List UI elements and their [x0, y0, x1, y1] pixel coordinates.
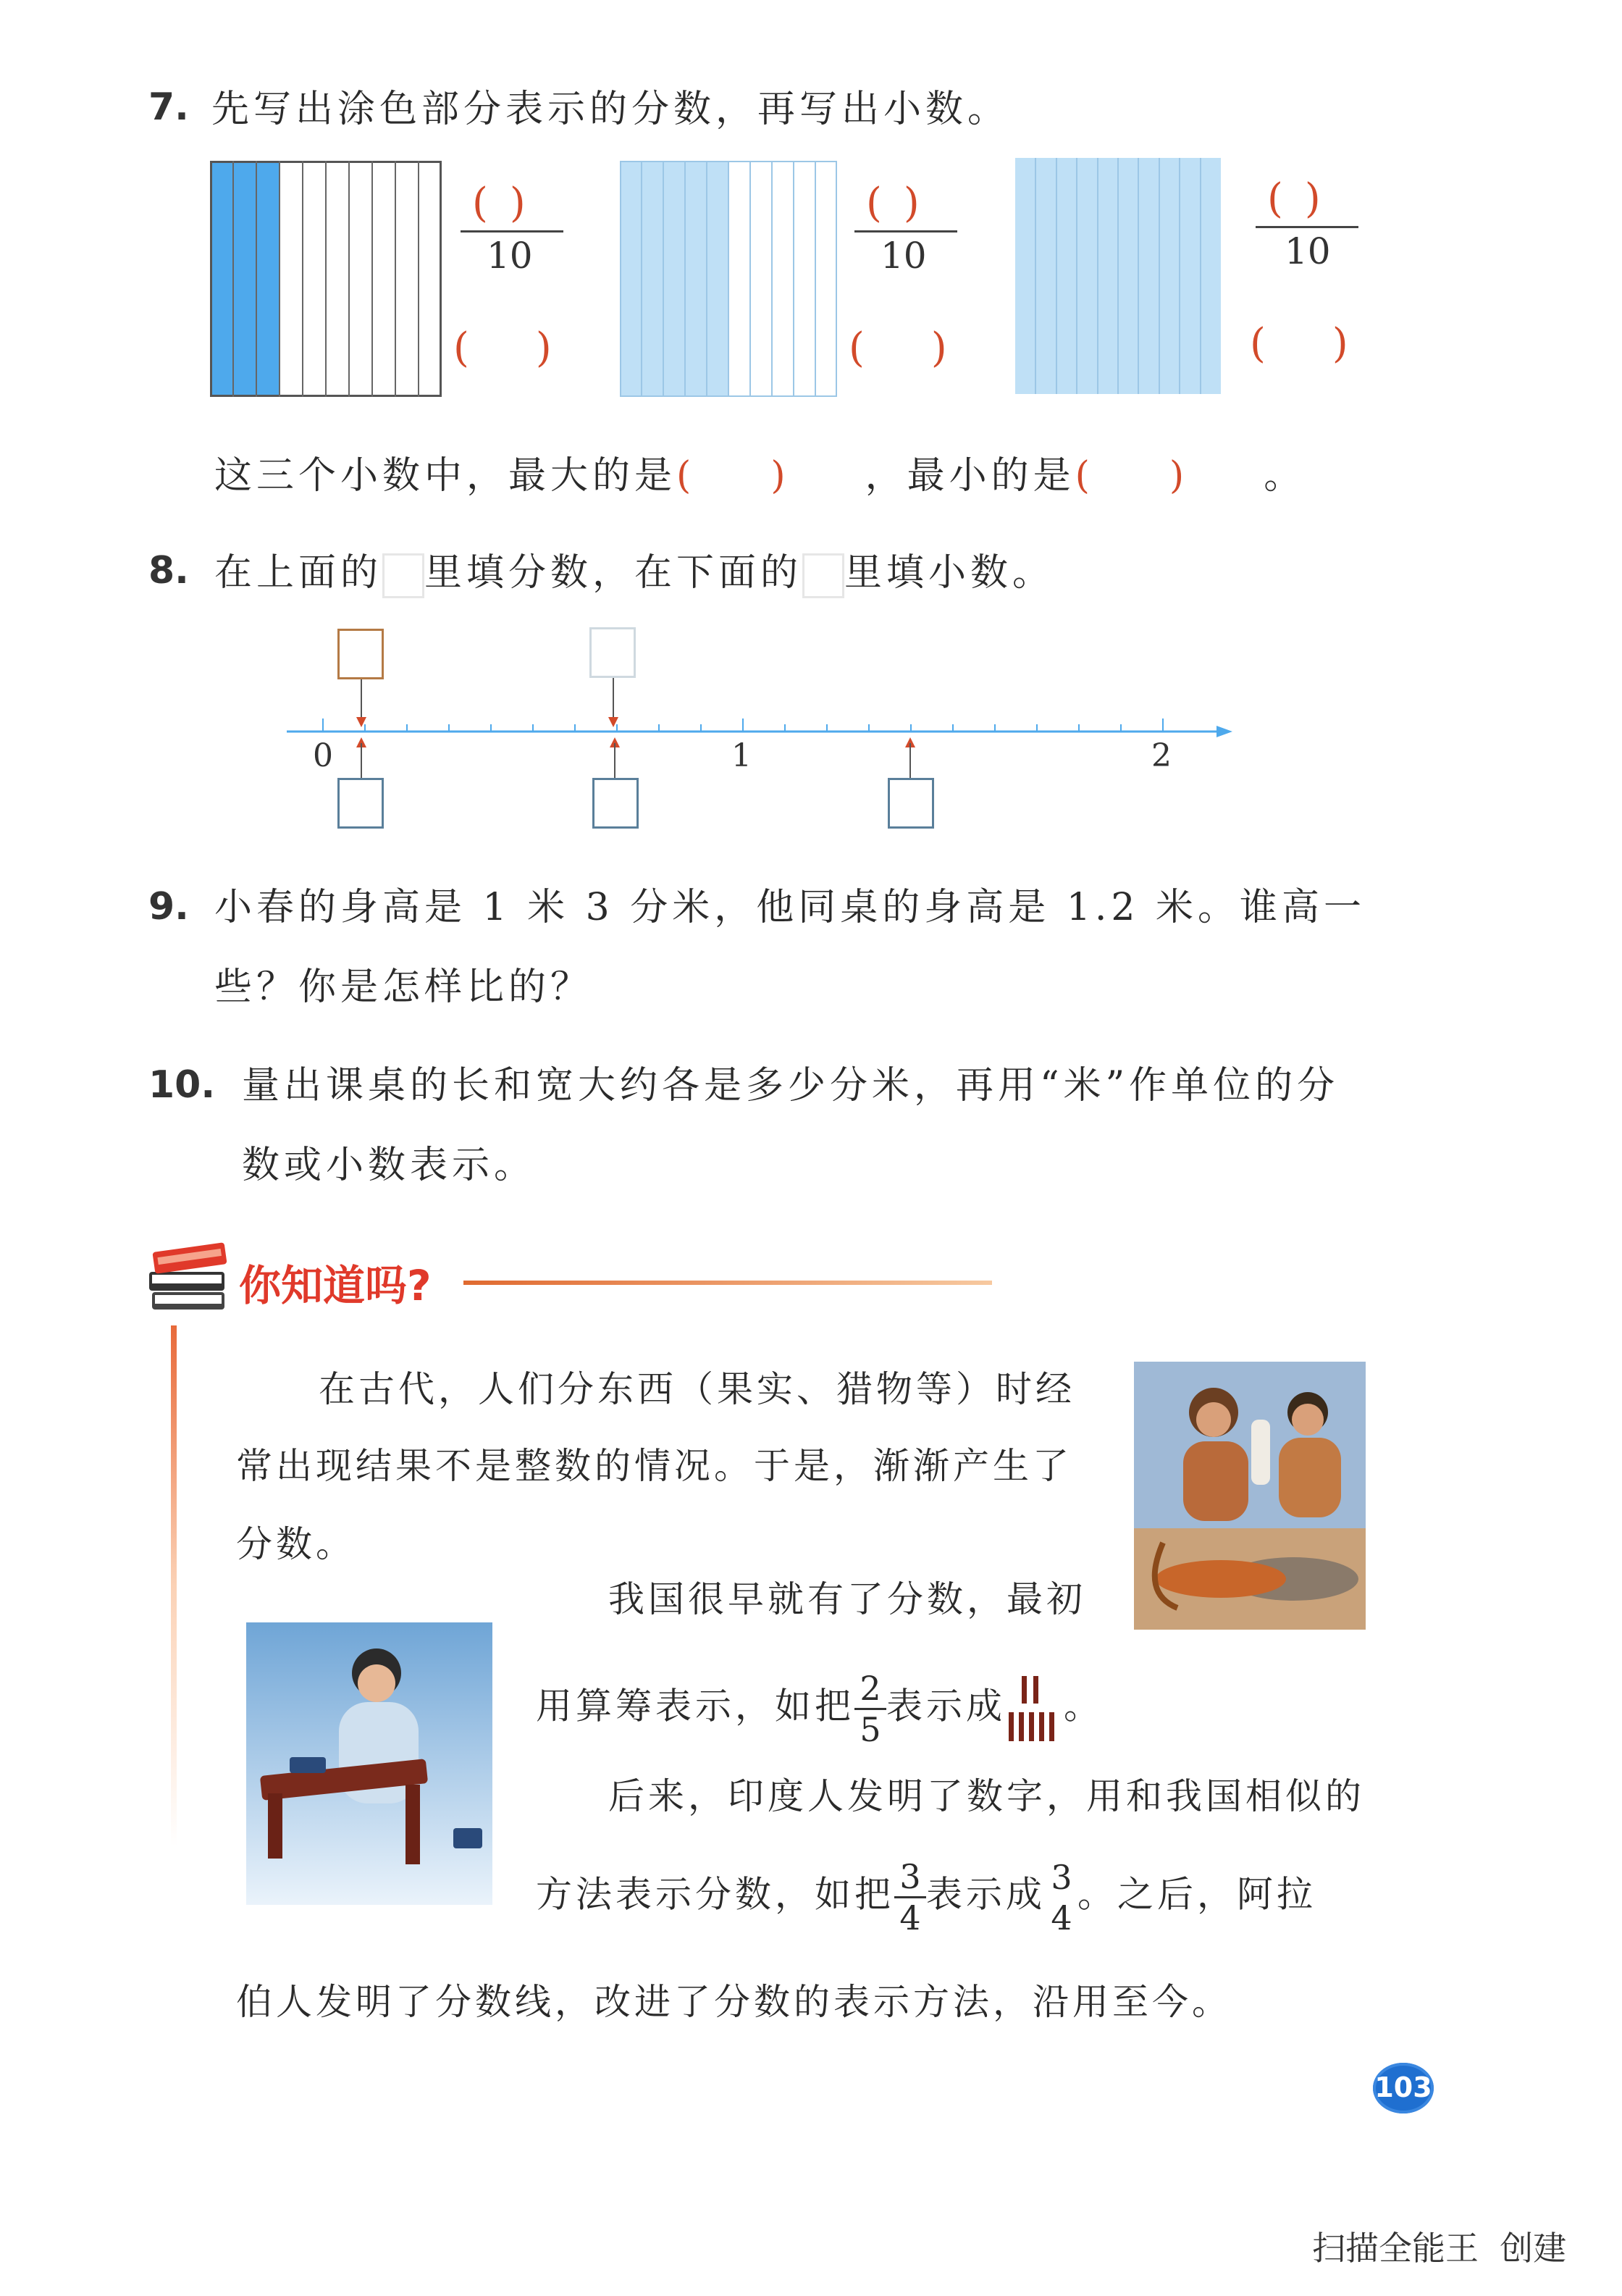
- know-p1-line1: 在古代，人们分东西（果实、猎物等）时经: [319, 1368, 1075, 1410]
- know-p1-line2: 常出现结果不是整数的情况。于是，渐渐产生了: [236, 1445, 1072, 1487]
- q9-number: 9.: [148, 885, 189, 929]
- number-line: [282, 695, 1238, 782]
- q7-g2-denominator: 10: [881, 235, 927, 277]
- indian-fraction-three-over-four: 3 4: [1051, 1857, 1072, 1937]
- know-title-line: [463, 1281, 992, 1285]
- q7-g1-fraction-bar: [461, 230, 563, 232]
- q7-g3-numerator-blank[interactable]: (): [1267, 175, 1342, 222]
- q9-line-1: 小春的身高是 1 米 3 分米，他同桌的身高是 1.2 米。谁高一: [214, 886, 1366, 929]
- q7-summary: 这三个小数中，最大的是()，最小的是()。: [214, 454, 1306, 498]
- counting-rods-icon: [1006, 1673, 1064, 1746]
- nl-bottom-arrow-2: [604, 736, 626, 779]
- q7-grid-2: [620, 161, 837, 397]
- q9-line-2: 些？你是怎样比的？: [214, 965, 593, 1009]
- q8-number: 8.: [148, 549, 189, 592]
- nl-top-box-2[interactable]: [589, 627, 636, 678]
- q10-line-1: 量出课桌的长和宽大约各是多少分米，再用“米”作单位的分: [242, 1064, 1340, 1107]
- know-p2-line2: 用算筹表示，如把 $\frac{2}{5}$ 表示成 。: [536, 1669, 1104, 1749]
- q7-g1-decimal-blank[interactable]: (): [453, 324, 618, 372]
- nl-bottom-box-3[interactable]: [888, 778, 934, 829]
- q10-line-2: 数或小数表示。: [242, 1144, 537, 1187]
- q7-g2-numerator-blank[interactable]: (): [866, 180, 941, 227]
- nl-top-arrow-1: [350, 679, 372, 730]
- q7-g3-fraction-bar: [1256, 226, 1358, 228]
- grid1-shaded: [210, 161, 280, 397]
- sample-upper-box: [382, 553, 424, 598]
- q8-instruction: 在上面的 里填分数，在下面的 里填小数。: [214, 542, 1054, 598]
- q10-number: 10.: [148, 1063, 216, 1107]
- q7-instruction: 先写出涂色部分表示的分数，再写出小数。: [211, 88, 1010, 131]
- q7-grid-1: [210, 161, 442, 397]
- nl-label-0: 0: [313, 737, 333, 774]
- q7-g1-denominator: 10: [487, 235, 533, 277]
- q7-max-blank[interactable]: (): [676, 454, 865, 498]
- q7-g1-numerator-blank[interactable]: (): [472, 180, 547, 227]
- nl-bottom-arrow-1: [350, 736, 372, 779]
- know-p1-line3: 分数。: [236, 1523, 356, 1565]
- fraction-three-quarters: $\frac{3}{4}$: [894, 1860, 926, 1935]
- ancient-people-sharing-illustration: [1134, 1362, 1366, 1630]
- know-p3-line1: 后来，印度人发明了数字，用和我国相似的: [608, 1775, 1365, 1817]
- nl-top-arrow-2: [602, 678, 624, 730]
- page-number: 103: [1374, 2071, 1432, 2103]
- q7-grid-3: [1015, 158, 1221, 394]
- know-side-bar: [171, 1325, 177, 1847]
- q7-g2-decimal-blank[interactable]: (): [849, 324, 1014, 372]
- know-p3-line2: 方法表示分数，如把 $\frac{3}{4}$ 表示成 3 4 。之后，阿拉: [536, 1857, 1316, 1937]
- q7-g3-decimal-blank[interactable]: (): [1250, 320, 1415, 367]
- nl-label-2: 2: [1151, 737, 1172, 774]
- nl-top-box-1[interactable]: [337, 629, 384, 679]
- scanner-watermark: 扫描全能王 创建: [1312, 2229, 1567, 2268]
- q7-g2-fraction-bar: [854, 230, 957, 232]
- grid2-shaded: [620, 161, 728, 397]
- books-icon: [145, 1231, 236, 1323]
- q7-number: 7.: [148, 85, 189, 129]
- nl-label-1: 1: [731, 737, 752, 774]
- nl-bottom-box-1[interactable]: [337, 778, 384, 829]
- scholar-counting-rods-illustration: [246, 1622, 492, 1905]
- q7-min-blank[interactable]: (): [1075, 454, 1264, 498]
- know-title: 你知道吗?: [239, 1261, 432, 1310]
- sample-lower-box: [802, 553, 844, 598]
- fraction-two-fifths: $\frac{2}{5}$: [854, 1672, 886, 1746]
- nl-bottom-arrow-3: [899, 736, 921, 779]
- nl-bottom-box-2[interactable]: [592, 778, 639, 829]
- q7-g3-denominator: 10: [1285, 230, 1331, 272]
- know-p4: 伯人发明了分数线，改进了分数的表示方法，沿用至今。: [236, 1981, 1232, 2023]
- know-p2-line1: 我国很早就有了分数，最初: [608, 1578, 1086, 1620]
- number-line-arrowhead: [1216, 726, 1232, 737]
